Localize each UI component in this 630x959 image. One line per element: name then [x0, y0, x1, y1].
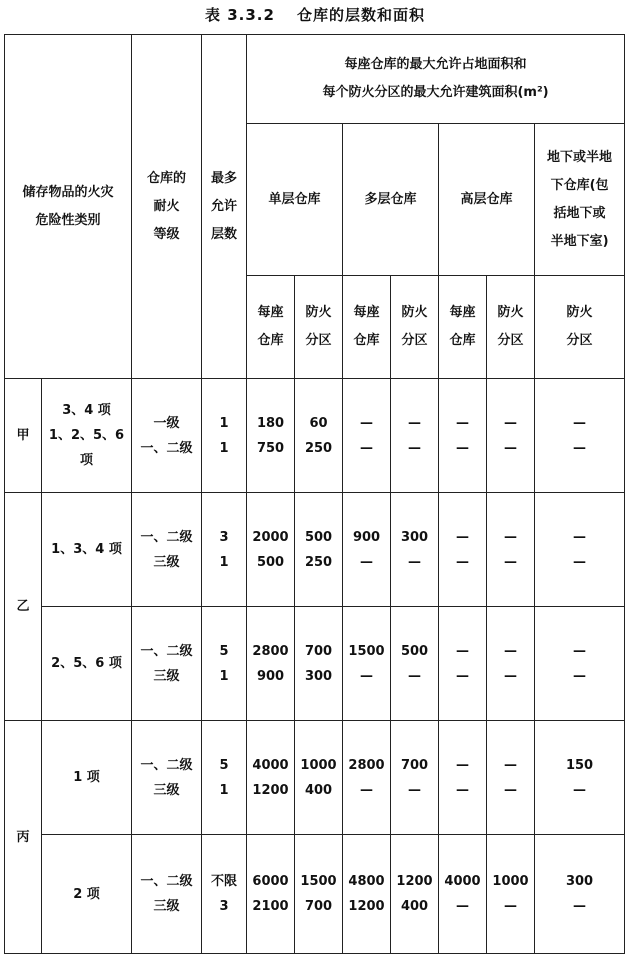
- max-floors-cell: 不限 3: [202, 835, 247, 954]
- high-rise-zone-cell: — —: [487, 493, 535, 607]
- max-floors-cell: 5 1: [202, 607, 247, 721]
- single-story-zone-cell: 500 250: [295, 493, 343, 607]
- underground-zone-cell: 150 —: [535, 721, 625, 835]
- multi-story-zone-cell: 700 —: [391, 721, 439, 835]
- fire-rating-cell: 一、二级 三级: [132, 835, 202, 954]
- high-rise-area-cell: — —: [439, 607, 487, 721]
- header-max-floors: 最多 允许 层数: [202, 35, 247, 379]
- fire-rating-cell: 一级 一、二级: [132, 379, 202, 493]
- class-label: 丙: [5, 721, 42, 954]
- single-story-area-cell: 4000 1200: [247, 721, 295, 835]
- multi-story-area-cell: 900 —: [343, 493, 391, 607]
- multi-story-zone-cell: 300 —: [391, 493, 439, 607]
- table-row: [5, 493, 625, 607]
- table-row: [5, 607, 625, 721]
- header-single-fire-zone: 防火 分区: [295, 276, 343, 379]
- max-floors-cell: 1 1: [202, 379, 247, 493]
- header-high-rise: 高层仓库: [439, 124, 535, 276]
- single-story-zone-cell: 1000 400: [295, 721, 343, 835]
- warehouse-area-table: [4, 34, 625, 954]
- multi-story-zone-cell: — —: [391, 379, 439, 493]
- single-story-area-cell: 2000 500: [247, 493, 295, 607]
- single-story-zone-cell: 1500 700: [295, 835, 343, 954]
- multi-story-area-cell: 1500 —: [343, 607, 391, 721]
- single-story-area-cell: 6000 2100: [247, 835, 295, 954]
- header-multi-story: 多层仓库: [343, 124, 439, 276]
- single-story-area-cell: 180 750: [247, 379, 295, 493]
- header-multi-per-warehouse: 每座 仓库: [343, 276, 391, 379]
- item-label: 3、4 项 1、2、5、6 项: [42, 379, 132, 493]
- single-story-zone-cell: 60 250: [295, 379, 343, 493]
- high-rise-zone-cell: 1000 —: [487, 835, 535, 954]
- underground-zone-cell: 300 —: [535, 835, 625, 954]
- header-fire-rating: 仓库的 耐火 等级: [132, 35, 202, 379]
- max-floors-cell: 5 1: [202, 721, 247, 835]
- header-underground: 地下或半地 下仓库(包 括地下或 半地下室): [535, 124, 625, 276]
- item-label: 1 项: [42, 721, 132, 835]
- table-caption: [0, 4, 630, 25]
- header-multi-fire-zone: 防火 分区: [391, 276, 439, 379]
- header-area-group: 每座仓库的最大允许占地面积和 每个防火分区的最大允许建筑面积(m²): [247, 35, 625, 124]
- item-label: 2、5、6 项: [42, 607, 132, 721]
- table-number: 表 3.3.2: [205, 6, 275, 24]
- table-row: [5, 835, 625, 954]
- high-rise-area-cell: — —: [439, 379, 487, 493]
- header-single-per-warehouse: 每座 仓库: [247, 276, 295, 379]
- table-row: [5, 379, 625, 493]
- header-high-per-warehouse: 每座 仓库: [439, 276, 487, 379]
- class-label: 甲: [5, 379, 42, 493]
- header-single-story: 单层仓库: [247, 124, 343, 276]
- header-high-fire-zone: 防火 分区: [487, 276, 535, 379]
- multi-story-area-cell: — —: [343, 379, 391, 493]
- fire-rating-cell: 一、二级 三级: [132, 607, 202, 721]
- high-rise-zone-cell: — —: [487, 607, 535, 721]
- single-story-zone-cell: 700 300: [295, 607, 343, 721]
- high-rise-zone-cell: — —: [487, 379, 535, 493]
- underground-zone-cell: — —: [535, 379, 625, 493]
- item-label: 1、3、4 项: [42, 493, 132, 607]
- table-row: [5, 721, 625, 835]
- fire-rating-cell: 一、二级 三级: [132, 721, 202, 835]
- header-underground-fire-zone: 防火 分区: [535, 276, 625, 379]
- fire-rating-cell: 一、二级 三级: [132, 493, 202, 607]
- item-label: 2 项: [42, 835, 132, 954]
- high-rise-area-cell: — —: [439, 721, 487, 835]
- multi-story-area-cell: 2800 —: [343, 721, 391, 835]
- underground-zone-cell: — —: [535, 607, 625, 721]
- multi-story-zone-cell: 1200 400: [391, 835, 439, 954]
- single-story-area-cell: 2800 900: [247, 607, 295, 721]
- high-rise-area-cell: 4000 —: [439, 835, 487, 954]
- multi-story-zone-cell: 500 —: [391, 607, 439, 721]
- class-label: 乙: [5, 493, 42, 721]
- header-storage-class: 储存物品的火灾 危险性类别: [5, 35, 132, 379]
- high-rise-area-cell: — —: [439, 493, 487, 607]
- table-title: 仓库的层数和面积: [296, 6, 425, 24]
- multi-story-area-cell: 4800 1200: [343, 835, 391, 954]
- underground-zone-cell: — —: [535, 493, 625, 607]
- high-rise-zone-cell: — —: [487, 721, 535, 835]
- max-floors-cell: 3 1: [202, 493, 247, 607]
